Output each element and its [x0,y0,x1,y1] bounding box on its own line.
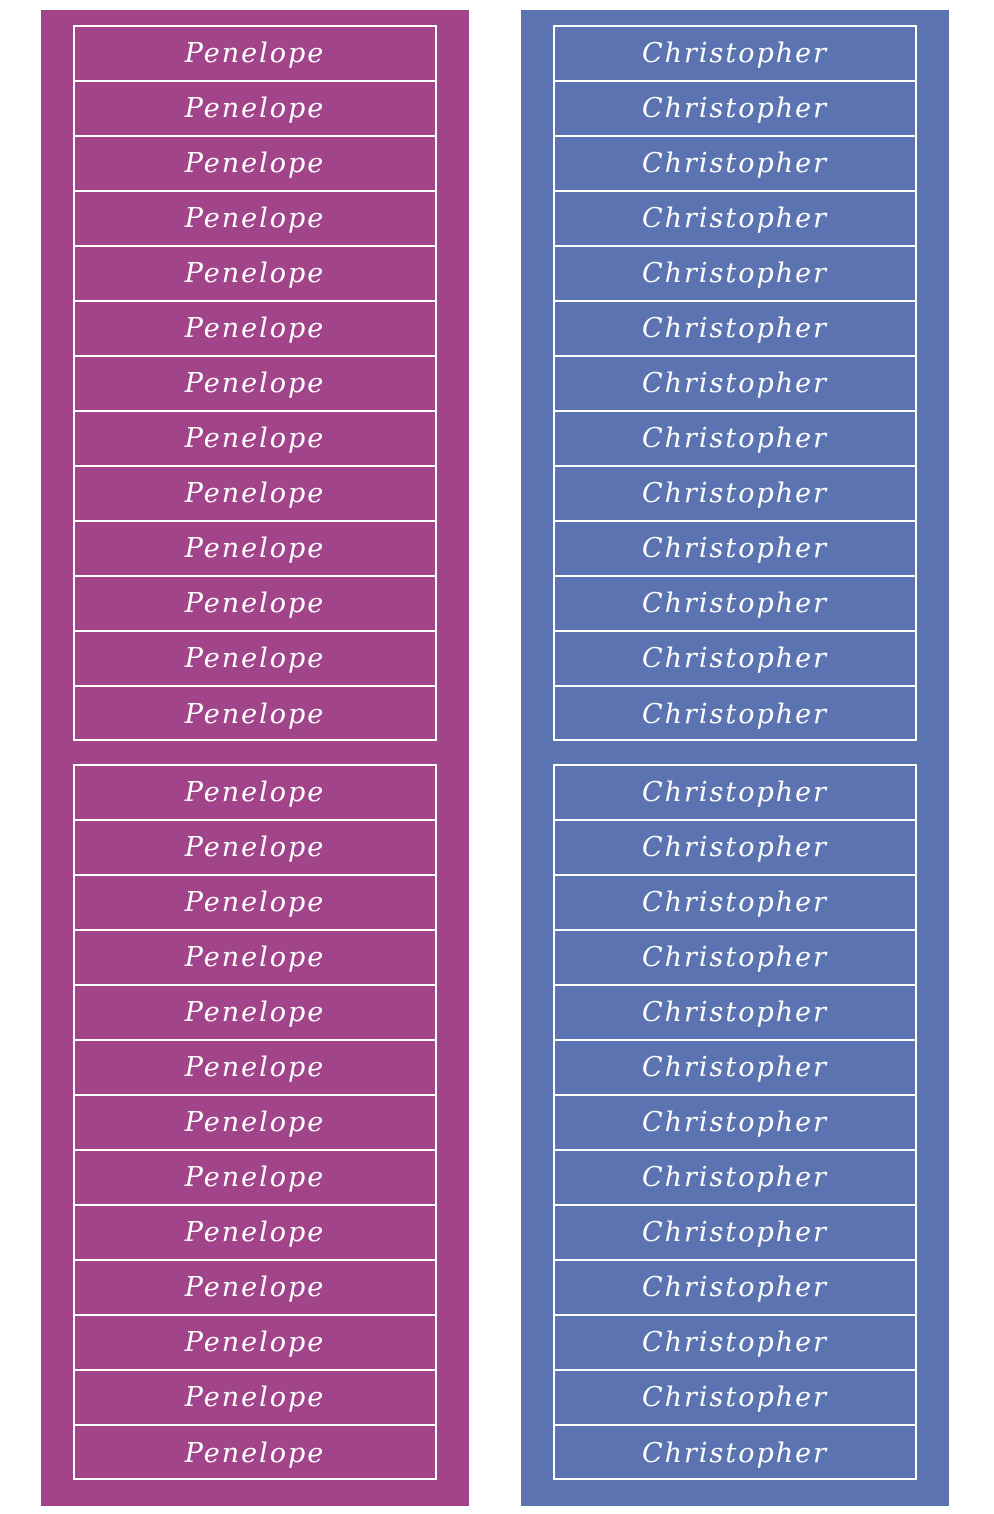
name-label: Christopher [555,412,915,467]
name-label: Christopher [555,302,915,357]
name-label: Christopher [555,1371,915,1426]
name-label: Penelope [75,1151,435,1206]
name-label: Penelope [75,1316,435,1371]
name-label: Penelope [75,357,435,412]
name-label: Christopher [555,522,915,577]
name-label: Christopher [555,247,915,302]
name-label: Christopher [555,1316,915,1371]
name-label: Penelope [75,27,435,82]
name-label: Penelope [75,766,435,821]
name-label: Christopher [555,1151,915,1206]
name-label: Christopher [555,467,915,522]
name-label: Christopher [555,357,915,412]
label-block-bottom [553,764,917,1480]
name-label: Penelope [75,192,435,247]
name-label: Christopher [555,137,915,192]
name-label: Christopher [555,577,915,632]
name-label: Christopher [555,82,915,137]
name-label: Christopher [641,698,829,730]
name-label: Penelope [75,876,435,931]
name-label: Penelope [75,412,435,467]
name-label: Penelope [75,632,435,687]
name-label: Penelope [75,82,435,137]
name-label: Penelope [75,137,435,192]
name-label: Christopher [555,986,915,1041]
name-label: Christopher [555,821,915,876]
label-sheet-penelope [41,10,469,1506]
label-block-bottom [73,764,437,1480]
name-label: Christopher [555,27,915,82]
name-label: Penelope [75,522,435,577]
name-label: Penelope [75,1371,435,1426]
name-label: Christopher [555,876,915,931]
name-label: Christopher [555,766,915,821]
name-label: Penelope [75,821,435,876]
name-label: Christopher [555,1261,915,1316]
name-label: Christopher [555,1206,915,1261]
name-label: Christopher [555,1041,915,1096]
name-label: Penelope [75,986,435,1041]
label-block-top [73,25,437,741]
name-label: Penelope [75,247,435,302]
name-label: Penelope [75,1041,435,1096]
name-label: Penelope [75,1261,435,1316]
label-sheet-christopher [521,10,949,1506]
name-label: Penelope [75,931,435,986]
name-label: Penelope [75,302,435,357]
name-label: Christopher [555,931,915,986]
name-label: Penelope [75,1096,435,1151]
name-label: Penelope [184,698,326,730]
name-label: Penelope [75,1206,435,1261]
name-label: Christopher [641,1437,829,1469]
name-label: Christopher [555,1096,915,1151]
name-label: Penelope [184,1437,326,1469]
name-label: Penelope [75,467,435,522]
name-label: Christopher [555,632,915,687]
label-block-top [553,25,917,741]
name-label: Penelope [75,577,435,632]
name-label: Christopher [555,192,915,247]
